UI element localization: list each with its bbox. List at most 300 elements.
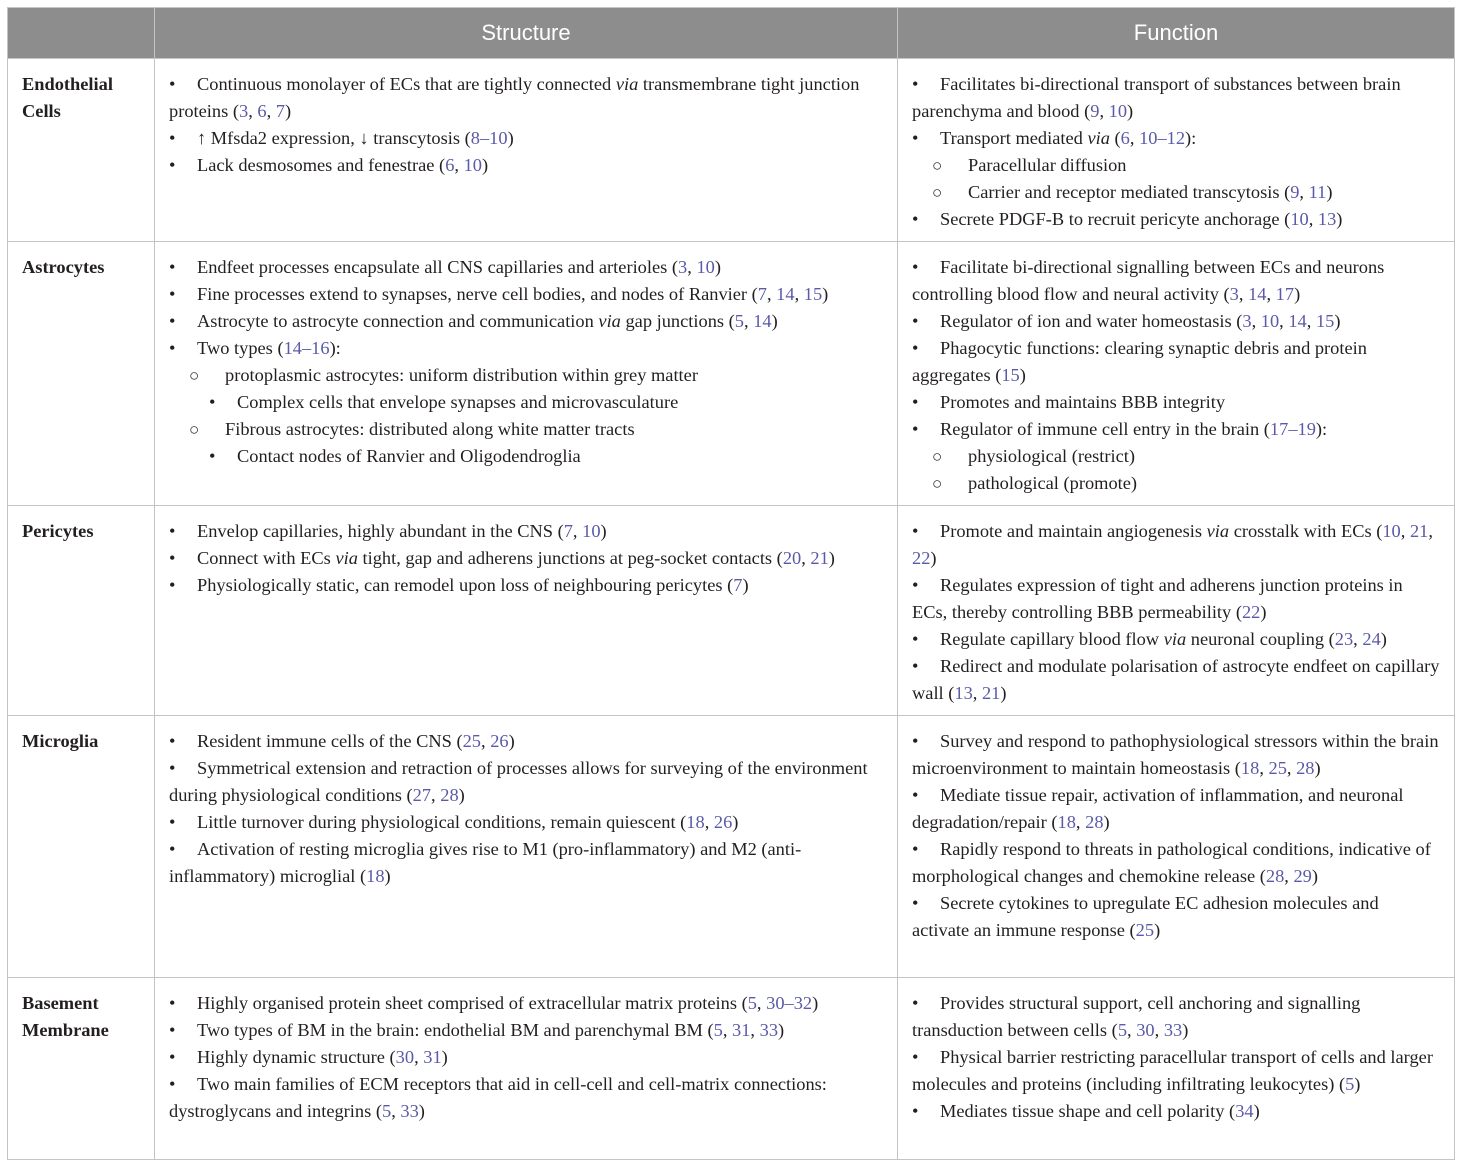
italic-text: via	[615, 74, 639, 94]
list-item	[912, 1044, 1440, 1098]
list-item	[169, 518, 883, 545]
item-text: )	[481, 155, 489, 175]
structure-cell	[155, 242, 898, 506]
item-text: )	[285, 101, 292, 121]
reference-link[interactable]: 33	[400, 1101, 419, 1121]
circle-bullet-icon: ○	[932, 474, 943, 493]
item-text: )	[930, 548, 937, 568]
item-text: Redirect and modulate polarisation of astrocyte endfeet on capillary wall (	[912, 656, 1440, 703]
reference-link[interactable]: 10	[1290, 209, 1309, 229]
item-text: ,	[1238, 284, 1249, 304]
header-row	[8, 8, 1455, 59]
item-text: Envelop capillaries, highly abundant in the CNS (	[197, 521, 564, 541]
list-item	[169, 990, 883, 1017]
list-item	[912, 254, 1440, 308]
reference-link[interactable]: 22	[1241, 602, 1261, 622]
reference-link[interactable]: 28	[1085, 812, 1104, 832]
item-text: ):	[1185, 128, 1197, 148]
reference-link[interactable]: 9	[1090, 101, 1100, 121]
item-text: Rapidly respond to threats in pathological conditions, indicative of morphological changes and chemokine release (	[912, 839, 1431, 886]
bullet-icon: •	[912, 993, 919, 1013]
item-text: )	[771, 311, 778, 331]
list-item	[169, 152, 883, 179]
item-text: Mediate tissue repair, activation of inflammation, and neuronal degradation/repair (	[912, 785, 1404, 832]
item-text: ,	[431, 785, 441, 805]
item-text: ,	[1154, 1020, 1164, 1040]
list-item	[169, 281, 883, 308]
item-text: )	[1326, 182, 1333, 202]
reference-link[interactable]: 34	[1235, 1101, 1254, 1121]
reference-link[interactable]: 26	[713, 812, 733, 832]
row-label: Astrocytes	[8, 242, 155, 506]
item-text: Facilitate bi-directional signalling between ECs and neurons controlling blood flow and neural activity (	[912, 257, 1385, 304]
reference-link[interactable]: 5	[1117, 1020, 1128, 1040]
row-label: Pericytes	[8, 506, 155, 716]
bullet-icon: •	[169, 839, 176, 859]
item-text: Two main families of ECM receptors that aid in cell-cell and cell-matrix connections: dystroglycans and integrins (	[169, 1074, 827, 1121]
item-text: ,	[704, 812, 714, 832]
reference-link[interactable]: 3	[1229, 284, 1239, 304]
item-text: Paracellular diffusion	[968, 155, 1127, 175]
structure-cell	[155, 506, 898, 716]
item-text: )	[1311, 866, 1318, 886]
bullet-icon: •	[209, 446, 216, 466]
item-text: )	[1380, 629, 1387, 649]
item-text: Complex cells that envelope synapses and microvasculature	[237, 392, 679, 412]
row-label: Basement Membrane	[8, 978, 155, 1160]
item-text: ,	[972, 683, 982, 703]
bullet-icon: •	[912, 785, 919, 805]
list-item	[912, 125, 1440, 152]
item-text: ,	[1306, 311, 1316, 331]
list-item	[912, 518, 1440, 572]
item-text: )	[418, 1101, 425, 1121]
bullet-icon: •	[169, 731, 176, 751]
table-row	[8, 242, 1455, 506]
list-item	[169, 836, 883, 890]
list-item	[912, 470, 1440, 497]
list-item	[912, 152, 1440, 179]
list-item	[169, 1071, 883, 1125]
bullet-icon: •	[169, 1074, 176, 1094]
list-item	[912, 71, 1440, 125]
item-text: )	[600, 521, 607, 541]
item-text: Promotes and maintains BBB integrity	[940, 392, 1226, 412]
item-text: Continuous monolayer of ECs that are tightly connected	[197, 74, 616, 94]
structure-cell	[155, 978, 898, 1160]
reference-link[interactable]: 29	[1293, 866, 1312, 886]
bullet-icon: •	[169, 257, 176, 277]
list-item	[169, 728, 883, 755]
list-item	[169, 335, 883, 362]
item-text: ,	[1127, 1020, 1137, 1040]
item-text: ,	[722, 1020, 733, 1040]
item-text: Facilitates bi-directional transport of substances between brain parenchyma and blood (	[912, 74, 1401, 121]
reference-link[interactable]: 18	[1057, 812, 1076, 832]
function-cell	[898, 716, 1455, 978]
reference-link[interactable]: 18	[686, 812, 705, 832]
reference-link[interactable]: 3	[678, 257, 688, 277]
item-text: ,	[391, 1101, 401, 1121]
function-cell	[898, 506, 1455, 716]
reference-link[interactable]: 28	[440, 785, 459, 805]
bullet-icon: •	[169, 575, 176, 595]
item-text: )	[1182, 1020, 1189, 1040]
reference-link[interactable]: 28	[1296, 758, 1315, 778]
reference-link[interactable]: 8–10	[470, 128, 508, 148]
bullet-icon: •	[912, 392, 919, 412]
list-item	[912, 572, 1440, 626]
item-text: Mediates tissue shape and cell polarity (	[940, 1101, 1236, 1121]
bullet-icon: •	[169, 993, 176, 1013]
reference-link[interactable]: 6	[1120, 128, 1130, 148]
row-label: Endothelial Cells	[8, 59, 155, 242]
list-item	[912, 179, 1440, 206]
bullet-icon: •	[912, 839, 919, 859]
list-item	[912, 389, 1440, 416]
reference-link[interactable]: 17	[1275, 284, 1295, 304]
reference-link[interactable]: 7	[275, 101, 285, 121]
reference-link[interactable]: 5	[381, 1101, 392, 1121]
item-text: ↑ Mfsda2 expression, ↓ transcytosis (	[197, 128, 471, 148]
item-text: Secrete PDGF-B to recruit pericyte anchorage (	[940, 209, 1291, 229]
item-text: ,	[266, 101, 276, 121]
item-text: ,	[687, 257, 697, 277]
list-item	[169, 809, 883, 836]
item-text: Physical barrier restricting paracellular transport of cells and larger molecules and proteins (including infiltrating leukocytes) (	[912, 1047, 1433, 1094]
item-text: Phagocytic functions: clearing synaptic debris and protein aggregates (	[912, 338, 1367, 385]
item-text: crosstalk with ECs (	[1229, 521, 1383, 541]
reference-link[interactable]: 22	[912, 548, 931, 568]
item-text: ):	[329, 338, 341, 358]
item-text: )	[1260, 602, 1267, 622]
list-item	[169, 254, 883, 281]
reference-link[interactable]: 30	[1136, 1020, 1155, 1040]
reference-link[interactable]: 10	[1108, 101, 1128, 121]
item-text: Provides structural support, cell anchoring and signalling transduction between cells (	[912, 993, 1361, 1040]
item-text: protoplasmic astrocytes: uniform distribution within grey matter	[225, 365, 698, 385]
item-text: ,	[801, 548, 811, 568]
bullet-icon: •	[912, 656, 919, 676]
item-text: physiological (restrict)	[968, 446, 1135, 466]
bullet-icon: •	[912, 731, 919, 751]
reference-link[interactable]: 5	[1345, 1074, 1355, 1094]
bullet-icon: •	[169, 548, 176, 568]
item-text: Symmetrical extension and retraction of processes allows for surveying of the environment during physiological conditions (	[169, 758, 868, 805]
reference-link[interactable]: 27	[412, 785, 432, 805]
item-text: ,	[1353, 629, 1363, 649]
item-text: )	[441, 1047, 448, 1067]
table-row	[8, 716, 1455, 978]
header-blank	[8, 8, 155, 59]
circle-bullet-icon: ○	[932, 156, 943, 175]
item-text: ,	[1251, 311, 1261, 331]
item-text: Two types (	[197, 338, 284, 358]
bullet-icon: •	[912, 629, 919, 649]
item-text: Highly dynamic structure (	[197, 1047, 396, 1067]
item-text: )	[1314, 758, 1321, 778]
circle-bullet-icon: ○	[189, 366, 200, 385]
bullet-icon: •	[169, 812, 176, 832]
item-text: ,	[1308, 209, 1318, 229]
italic-text: via	[1163, 629, 1187, 649]
list-item	[912, 308, 1440, 335]
italic-text: via	[335, 548, 358, 568]
item-text: ,	[572, 521, 583, 541]
reference-link[interactable]: 10	[1382, 521, 1401, 541]
bullet-icon: •	[209, 392, 216, 412]
item-text: transmembrane tight junction proteins (	[169, 74, 860, 121]
bullet-icon: •	[912, 311, 919, 331]
reference-link[interactable]: 3	[1242, 311, 1252, 331]
reference-link[interactable]: 7	[757, 284, 767, 304]
item-text: pathological (promote)	[968, 473, 1138, 493]
item-text: ,	[1075, 812, 1086, 832]
circle-bullet-icon: ○	[189, 420, 200, 439]
row-label: Microglia	[8, 716, 155, 978]
item-text: Secrete cytokines to upregulate EC adhesion molecules and activate an immune response (	[912, 893, 1379, 940]
reference-link[interactable]: 5	[713, 1020, 723, 1040]
bullet-icon: •	[912, 1047, 919, 1067]
reference-link[interactable]: 11	[1308, 182, 1327, 202]
circle-bullet-icon: ○	[932, 183, 943, 202]
item-text: )	[1103, 812, 1110, 832]
table-row	[8, 978, 1455, 1160]
bbb-components-table	[7, 7, 1455, 1160]
item-text: )	[384, 866, 391, 886]
item-text: )	[508, 731, 515, 751]
reference-link[interactable]: 10	[696, 257, 715, 277]
item-text: )	[1019, 365, 1026, 385]
reference-link[interactable]: 9	[1290, 182, 1300, 202]
item-text: Fibrous astrocytes: distributed along white matter tracts	[225, 419, 635, 439]
structure-cell	[155, 59, 898, 242]
item-text: Lack desmosomes and fenestrae (	[197, 155, 446, 175]
reference-link[interactable]: 14	[1248, 284, 1267, 304]
item-text: ):	[1315, 419, 1328, 439]
item-text: )	[828, 548, 835, 568]
list-item	[169, 545, 883, 572]
list-item	[912, 728, 1440, 782]
reference-link[interactable]: 31	[423, 1047, 442, 1067]
reference-link[interactable]: 13	[1317, 209, 1337, 229]
item-text: )	[1127, 101, 1134, 121]
reference-link[interactable]: 25	[1135, 920, 1155, 940]
reference-link[interactable]: 15	[803, 284, 823, 304]
item-text: Activation of resting microglia gives rise to M1 (pro-inflammatory) and M2 (anti-inflammatory) microglial (	[169, 839, 802, 886]
list-item	[169, 362, 883, 389]
reference-link[interactable]: 10	[582, 521, 601, 541]
list-item	[169, 125, 883, 152]
reference-link[interactable]: 14–16	[283, 338, 330, 358]
bullet-icon: •	[912, 209, 919, 229]
reference-link[interactable]: 21	[1409, 521, 1429, 541]
reference-link[interactable]: 26	[490, 731, 509, 751]
reference-link[interactable]: 23	[1334, 629, 1354, 649]
list-item	[912, 836, 1440, 890]
bullet-icon: •	[169, 758, 176, 778]
item-text: Fine processes extend to synapses, nerve cell bodies, and nodes of Ranvier (	[197, 284, 758, 304]
reference-link[interactable]: 18	[366, 866, 385, 886]
item-text: Transport mediated	[940, 128, 1088, 148]
item-text: )	[1000, 683, 1007, 703]
item-text: Resident immune cells of the CNS (	[197, 731, 463, 751]
item-text: ,	[1129, 128, 1140, 148]
item-text: Two types of BM in the brain: endothelial BM and parenchymal BM (	[197, 1020, 714, 1040]
item-text: ,	[414, 1047, 424, 1067]
reference-link[interactable]: 5	[734, 311, 744, 331]
item-text: )	[822, 284, 829, 304]
bullet-icon: •	[912, 128, 919, 148]
reference-link[interactable]: 25	[1268, 758, 1287, 778]
reference-link[interactable]: 14	[776, 284, 795, 304]
item-text: (	[1109, 128, 1121, 148]
item-text: )	[1253, 1101, 1260, 1121]
item-text: Endfeet processes encapsulate all CNS capillaries and arterioles (	[197, 257, 679, 277]
list-item	[169, 755, 883, 809]
list-item	[169, 416, 883, 443]
bullet-icon: •	[169, 338, 176, 358]
bullet-icon: •	[169, 74, 176, 94]
italic-text: via	[1087, 128, 1110, 148]
reference-link[interactable]: 15	[1315, 311, 1335, 331]
reference-link[interactable]: 33	[1163, 1020, 1183, 1040]
item-text: )	[1334, 311, 1341, 331]
reference-link[interactable]: 30	[395, 1047, 415, 1067]
item-text: gap junctions (	[620, 311, 735, 331]
list-item	[169, 1017, 883, 1044]
function-cell	[898, 978, 1455, 1160]
list-item	[169, 308, 883, 335]
item-text: Regulator of immune cell entry in the brain (	[940, 419, 1270, 439]
item-text: )	[1354, 1074, 1361, 1094]
item-text: Promote and maintain angiogenesis	[940, 521, 1207, 541]
bullet-icon: •	[169, 155, 176, 175]
list-item	[912, 990, 1440, 1044]
item-text: ,	[1099, 101, 1109, 121]
list-item	[912, 416, 1440, 443]
bullet-icon: •	[912, 893, 919, 913]
bullet-icon: •	[912, 74, 919, 94]
item-text: Connect with ECs	[197, 548, 336, 568]
item-text: Survey and respond to pathophysiological stressors within the brain microenvironment to maintain homeostasis (	[912, 731, 1439, 778]
item-text: ,	[1266, 284, 1276, 304]
reference-link[interactable]: 3	[238, 101, 249, 121]
item-text: )	[507, 128, 514, 148]
bullet-icon: •	[169, 1047, 176, 1067]
reference-link[interactable]: 13	[954, 683, 973, 703]
list-item	[912, 890, 1440, 944]
circle-bullet-icon: ○	[932, 447, 943, 466]
item-text: ,	[750, 1020, 760, 1040]
reference-link[interactable]: 25	[462, 731, 481, 751]
list-item	[169, 1044, 883, 1071]
item-text: )	[1294, 284, 1301, 304]
item-text: )	[812, 993, 819, 1013]
item-text: ,	[248, 101, 258, 121]
list-item	[169, 572, 883, 599]
list-item	[912, 206, 1440, 233]
header-structure: Structure	[155, 8, 898, 59]
list-item	[169, 443, 883, 470]
list-item	[169, 71, 883, 125]
bullet-icon: •	[912, 1101, 919, 1121]
reference-link[interactable]: 21	[810, 548, 829, 568]
item-text: ,	[1259, 758, 1269, 778]
structure-cell	[155, 716, 898, 978]
item-text: ,	[454, 155, 464, 175]
table-row	[8, 59, 1455, 242]
list-item	[912, 653, 1440, 707]
item-text: )	[778, 1020, 785, 1040]
reference-link[interactable]: 21	[981, 683, 1001, 703]
header-function: Function	[898, 8, 1455, 59]
item-text: Highly organised protein sheet comprised of extracellular matrix proteins (	[197, 993, 748, 1013]
reference-link[interactable]: 14	[1288, 311, 1307, 331]
reference-link[interactable]: 31	[732, 1020, 751, 1040]
bullet-icon: •	[912, 257, 919, 277]
reference-link[interactable]: 6	[445, 155, 455, 175]
item-text: )	[742, 575, 749, 595]
item-text: Little turnover during physiological conditions, remain quiescent (	[197, 812, 687, 832]
item-text: tight, gap and adherens junctions at peg-socket contacts (	[357, 548, 783, 568]
item-text: Contact nodes of Ranvier and Oligodendroglia	[237, 446, 581, 466]
item-text: neuronal coupling (	[1186, 629, 1335, 649]
item-text: ,	[756, 993, 767, 1013]
item-text: )	[732, 812, 739, 832]
function-cell	[898, 59, 1455, 242]
reference-link[interactable]: 10	[463, 155, 482, 175]
bullet-icon: •	[912, 338, 919, 358]
bullet-icon: •	[912, 419, 919, 439]
list-item	[912, 1098, 1440, 1125]
reference-link[interactable]: 30–32	[766, 993, 813, 1013]
reference-link[interactable]: 7	[733, 575, 743, 595]
table-row	[8, 506, 1455, 716]
item-text: ,	[1400, 521, 1410, 541]
list-item	[912, 782, 1440, 836]
reference-link[interactable]: 20	[782, 548, 802, 568]
function-cell	[898, 242, 1455, 506]
reference-link[interactable]: 10–12	[1139, 128, 1186, 148]
item-text: ,	[1286, 758, 1297, 778]
reference-link[interactable]: 18	[1240, 758, 1260, 778]
reference-link[interactable]: 10	[1260, 311, 1280, 331]
item-text: ,	[481, 731, 491, 751]
item-text: Regulates expression of tight and adherens junction proteins in ECs, thereby controlling BBB permeability (	[912, 575, 1403, 622]
bullet-icon: •	[169, 1020, 176, 1040]
reference-link[interactable]: 5	[747, 993, 757, 1013]
item-text: Astrocyte to astrocyte connection and communication	[197, 311, 599, 331]
list-item	[912, 335, 1440, 389]
reference-link[interactable]: 7	[563, 521, 573, 541]
item-text: ,	[1299, 182, 1309, 202]
reference-link[interactable]: 28	[1265, 866, 1285, 886]
reference-link[interactable]: 15	[1001, 365, 1020, 385]
bullet-icon: •	[169, 521, 176, 541]
reference-link[interactable]: 24	[1362, 629, 1381, 649]
item-text: )	[458, 785, 465, 805]
bullet-icon: •	[912, 575, 919, 595]
list-item	[912, 443, 1440, 470]
list-item	[169, 389, 883, 416]
reference-link[interactable]: 17–19	[1269, 419, 1316, 439]
reference-link[interactable]: 6	[257, 101, 267, 121]
reference-link[interactable]: 33	[759, 1020, 779, 1040]
reference-link[interactable]: 14	[753, 311, 772, 331]
bullet-icon: •	[169, 284, 176, 304]
item-text: ,	[743, 311, 754, 331]
